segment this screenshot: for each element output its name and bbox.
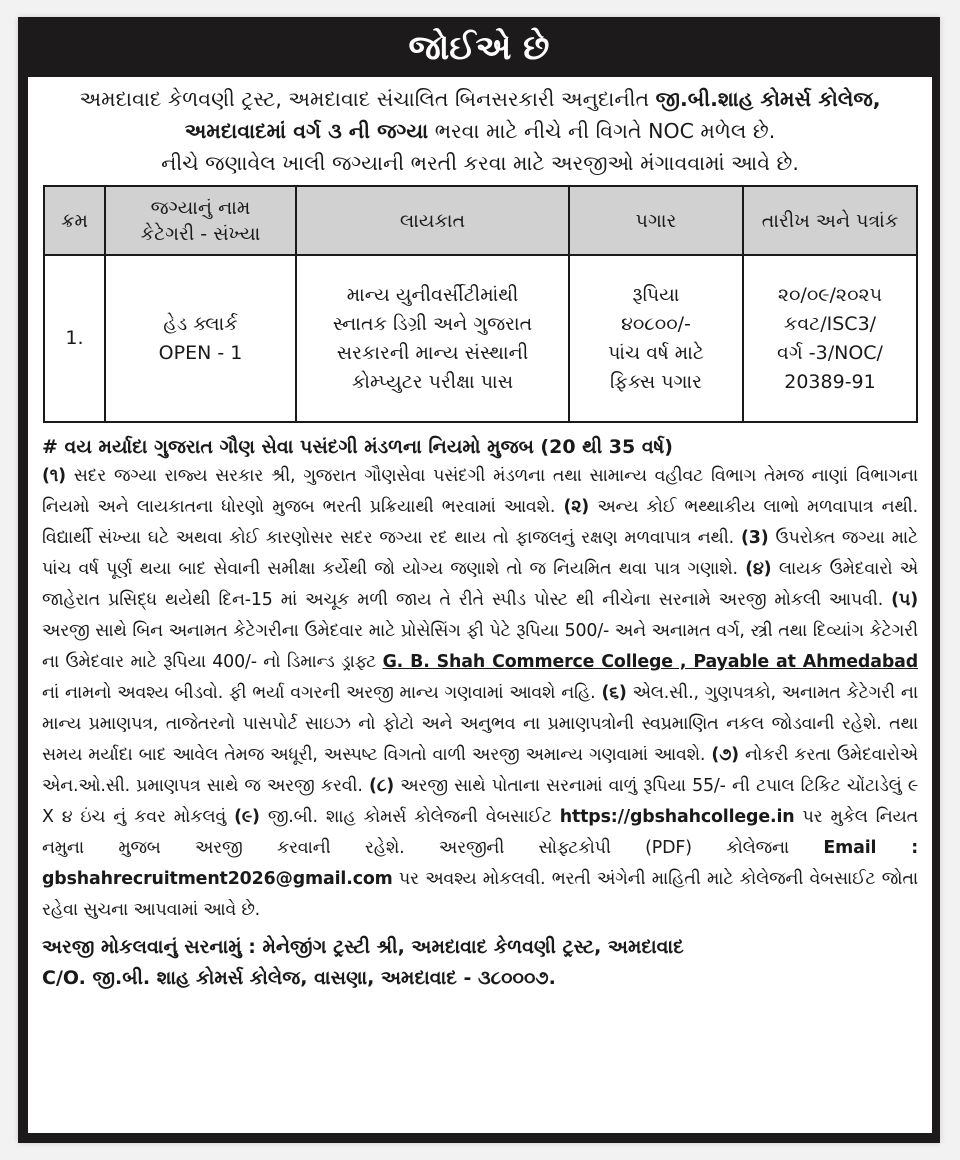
header-date-ref: તારીખ અને પત્રાંક xyxy=(743,186,917,255)
cell-date-ref xyxy=(743,255,917,422)
date-ref-line: કવટ/ISC3/ xyxy=(783,312,877,335)
demand-draft-payee: G. B. Shah Commerce College , Payable at Ahmedabad xyxy=(382,652,918,672)
website-link[interactable]: https://gbshahcollege.in xyxy=(559,807,795,827)
clause-text: એલ.સી., ગુણપત્રકો, અનામત કેટેગરી ના માન્ય પ્રમાણપત્ર, તાજેતરનો પાસપોર્ટ સાઇઝ નો ફોટો અને અનુભવ ના પ્રમાણપત્રોની સ્વપ્રમાણિત નકલ જોડવાની રહેશે. તથા સમય મર્યાદા બાદ આવેલ તેમજ અધૂરી, અસ્પષ્ટ વિગતો વાળી અરજી અમાન્ય ગણવામાં આવશે. xyxy=(42,683,918,765)
cell-qualification xyxy=(296,255,569,422)
header-post-line1: જગ્યાનું નામ xyxy=(150,196,251,219)
intro-text: અમદાવાદ કેળવણી ટ્રસ્ટ, અમદાવાદ સંચાલિત બિનસરકારી અનુદાનીત xyxy=(79,87,656,111)
clause-number: (૭) xyxy=(711,745,739,765)
salary-line: ફિક્સ પગાર xyxy=(610,370,702,393)
clause-text: પર મુકેલ નિયત નમુના મુજબ અરજી કરવાની રહેશે. અરજીની સોફ્ટકોપી (PDF) કોલેજના xyxy=(42,807,918,858)
intro-college-post: જી.બી.શાહ કોમર્સ કોલેજ, અમદાવાદમાં વર્ગ ૩ ની જગ્યા xyxy=(184,87,881,143)
clause-text: અરજી સાથે પોતાના સરનામાં વાળું રૂપિયા 55/- ની ટપાલ ટિકિટ ચોંટાડેલું ૯ X ૪ ઇંચ નું કવર મોકલવું xyxy=(42,776,918,827)
intro-line-3: નીચે જણાવેલ ખાલી જગ્યાની ભરતી કરવા માટે અરજીઓ મંગાવવામાં આવે છે. xyxy=(161,151,799,175)
clause-number: (3) xyxy=(740,528,769,548)
header-post-line2: કેટેગરી - સંખ્યા xyxy=(140,222,261,245)
cell-post xyxy=(105,255,296,422)
application-address xyxy=(42,932,918,994)
salary-line: પાંચ વર્ષ માટે xyxy=(608,341,704,364)
date-ref-line: વર્ગ -3/NOC/ xyxy=(777,341,883,364)
clause-text: લાયક ઉમેદવારો એ જાહેરાત પ્રસિદ્ધ થયેથી દિન-15 માં અચૂક મળી જાય તે રીતે સ્પીડ પોસ્ટ થી નીચેના સરનામે અરજી મોકલી આપવી. xyxy=(42,559,918,610)
clause-text: નોકરી કરતા ઉમેદવારોએ એન.ઓ.સી. પ્રમાણપત્ર સાથે જ અરજી કરવી. xyxy=(42,745,919,796)
headline: જોઈએ છે xyxy=(408,28,550,68)
email-address[interactable]: Email : gbshahrecruitment2026@gmail.com xyxy=(42,838,918,889)
address-line-2: C/O. જી.બી. શાહ કોમર્સ કોલેજ, વાસણા, અમદાવાદ - ૩૮૦૦૦૭. xyxy=(42,967,556,989)
clause-text: સદર જગ્યા રાજ્ય સરકાર શ્રી, ગુજરાત ગૌણસેવા પસંદગી મંડળના તથા સામાન્ય વહીવટ વિભાગ તેમજ નાણાં વિભાગના નિયમો અને લાયકાતના ધોરણો મુજબ ભરતી પ્રક્રિયાથી ભરવામાં આવશે. xyxy=(42,466,918,517)
clause-text: જી.બી. શાહ કોમર્સ કોલેજની વેબસાઈટ xyxy=(259,807,560,827)
clause-text: અરજી સાથે બિન અનામત કેટેગરીના ઉમેદવાર માટે પ્રોસેસિંગ ફી પેટે રૂપિયા 500/- અને અનામત વર્ગ, સ્ત્રી તથા દિવ્યાંગ કેટેગરી ના ઉમેદવાર માટે રૂપિયા 400/- નો ડિમાન્ડ ડ્રાફ્ટ xyxy=(42,621,918,672)
qualification-line: માન્ય યુનીવર્સીટીમાંથી xyxy=(346,283,519,306)
qualification-line: સ્નાતક ડિગ્રી અને ગુજરાત xyxy=(332,312,533,335)
intro-text-2: ભરવા માટે નીચે ની વિગતે NOC મળેલ છે. xyxy=(428,119,776,143)
cell-salary xyxy=(569,255,743,422)
clause-text: પર અવશ્ય મોકલવી. ભરતી અંગેની માહિતી માટે કોલેજની વેબસાઈટ જોતા રહેવા સુચના આપવામાં આવે છે. xyxy=(42,869,918,920)
table-header-row xyxy=(44,186,917,255)
clause-number: (૮) xyxy=(369,776,395,796)
intro-paragraph xyxy=(42,83,918,179)
vacancy-table xyxy=(43,185,918,423)
date-ref-line: 20389-91 xyxy=(784,370,876,393)
clause-number: (૧) xyxy=(42,466,66,486)
date-ref-line: ૨૦/૦૯/૨૦૨૫ xyxy=(777,283,883,306)
clause-number: (૯) xyxy=(234,807,260,827)
age-limit: # વય મર્યાદા ગુજરાત ગૌણ સેવા પસંદગી મંડળના નિયમો મુજબ (20 થી 35 વર્ષ) xyxy=(42,436,673,458)
salary-line: ૪૦૮૦૦/- xyxy=(621,312,691,335)
address-line-1: અરજી મોકલવાનું સરનામું : મેનેજીંગ ટ્રસ્ટી શ્રી, અમદાવાદ કેળવણી ટ્રસ્ટ, અમદાવાદ xyxy=(42,936,684,958)
terms-paragraph xyxy=(42,461,918,926)
cell-serial: 1. xyxy=(44,255,105,422)
clause-text: નાં નામનો અવશ્ય બીડવો. ફી ભર્યા વગરની અરજી માન્ય ગણવામાં આવશે નહિ. xyxy=(42,683,602,703)
qualification-line: સરકારની માન્ય સંસ્થાની xyxy=(336,341,529,364)
cell-post-name: હેડ ક્લાર્ક xyxy=(163,312,238,335)
advertisement-frame xyxy=(18,17,940,1143)
clause-number: (૬) xyxy=(601,683,627,703)
clause-text: ઉપરોક્ત જગ્યા માટે પાંચ વર્ષ પૂર્ણ થયા બાદ સેવાની સમીક્ષા કર્યેથી જો યોગ્ય જણાશે તો જ નિયમિત થવા પાત્ર ગણાશે. xyxy=(42,528,918,579)
salary-line: રૂપિયા xyxy=(632,283,680,306)
advertisement-body xyxy=(28,77,932,1133)
cell-post-category: OPEN - 1 xyxy=(158,341,243,364)
header-qualification: લાયકાત xyxy=(296,186,569,255)
clause-number: (૪) xyxy=(745,559,772,579)
table-row xyxy=(44,255,917,422)
clause-text: અન્ય કોઈ ભથ્થાકીય લાભો મળવાપાત્ર નથી. વિદ્યાર્થી સંખ્યા ઘટે અથવા કોઈ કારણોસર સદર જગ્યા રદ થાય તો ફાજલનું રક્ષણ મળવાપાત્ર નથી. xyxy=(42,497,918,548)
clause-number: (૨) xyxy=(563,497,590,517)
header-salary: પગાર xyxy=(569,186,743,255)
qualification-line: કોમ્પ્યુટર પરીક્ષા પાસ xyxy=(351,370,514,393)
header-post xyxy=(105,186,296,255)
header-serial: ક્રમ xyxy=(44,186,105,255)
clause-number: (૫) xyxy=(891,590,918,610)
